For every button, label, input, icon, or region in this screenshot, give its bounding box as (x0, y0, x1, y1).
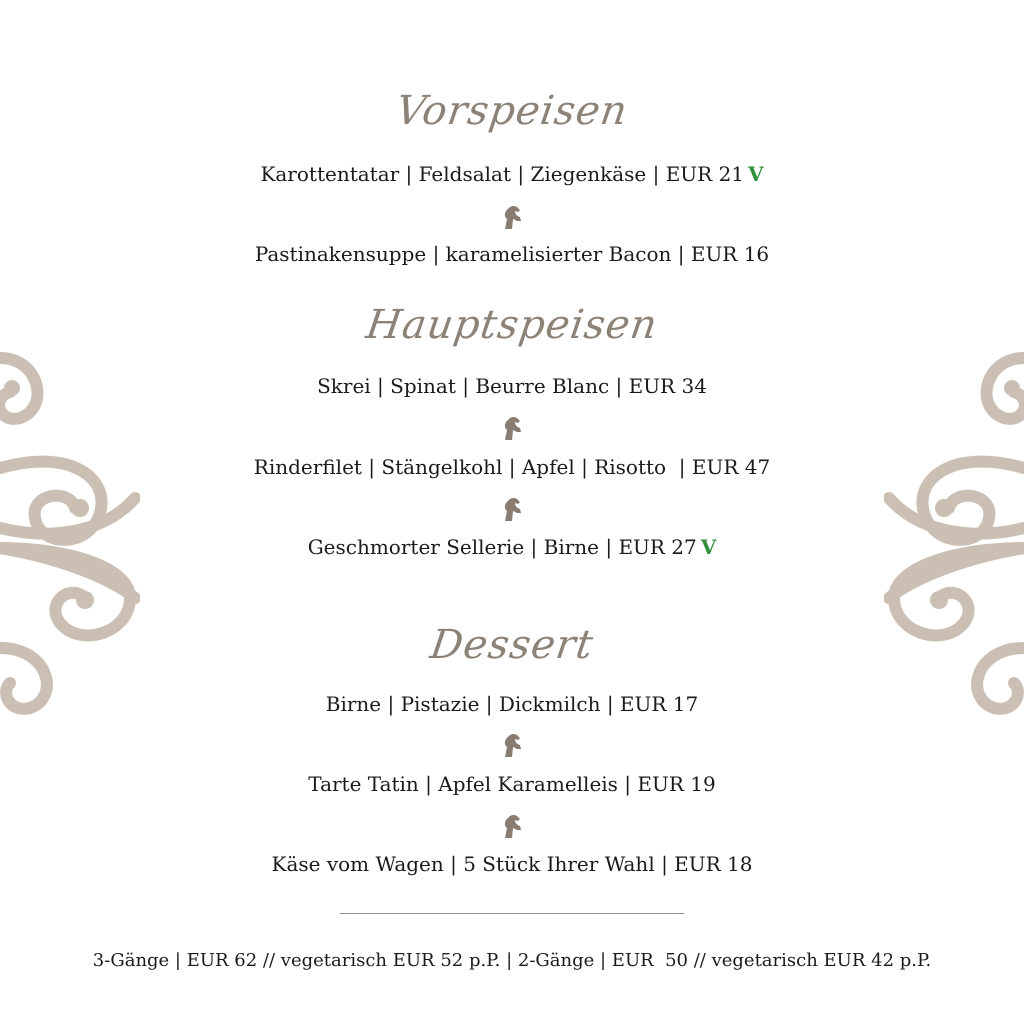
section-title-dessert: Dessert (427, 622, 597, 668)
divider-line (340, 913, 684, 914)
menu-item: Rinderfilet | Stängelkohl | Apfel | Risotto | EUR 47 (253, 455, 771, 479)
horse-head-icon (500, 203, 524, 231)
menu-item-text: Karottentatar | Feldsalat | Ziegenkäse | EUR 21 (260, 162, 745, 186)
menu-item: Skrei | Spinat | Beurre Blanc | EUR 34 (317, 374, 707, 398)
menu-item (0, 535, 1024, 559)
vegetarian-leaf-icon: V (748, 162, 764, 186)
price-footer: 3-Gänge | EUR 62 // vegetarisch EUR 52 p.P. | 2-Gänge | EUR 50 // vegetarisch EUR 42 p.P. (92, 950, 932, 971)
section-title-vorspeisen: Vorspeisen (393, 88, 631, 134)
menu-item (0, 162, 1024, 186)
horse-head-icon (500, 414, 524, 442)
menu-item: Birne | Pistazie | Dickmilch | EUR 17 (325, 692, 699, 716)
menu-item: Pastinakensuppe | karamelisierter Bacon | EUR 16 (254, 242, 770, 266)
vegetarian-leaf-icon: V (700, 535, 717, 559)
menu-item: Tarte Tatin | Apfel Karamelleis | EUR 19 (308, 772, 716, 796)
horse-head-icon (500, 731, 524, 759)
horse-head-icon (500, 495, 524, 523)
section-title-hauptspeisen: Hauptspeisen (363, 302, 661, 348)
menu-item-text: Geschmorter Sellerie | Birne | EUR 27 (307, 535, 697, 559)
horse-head-icon (500, 812, 524, 840)
menu-item: Käse vom Wagen | 5 Stück Ihrer Wahl | EUR 18 (271, 852, 753, 876)
